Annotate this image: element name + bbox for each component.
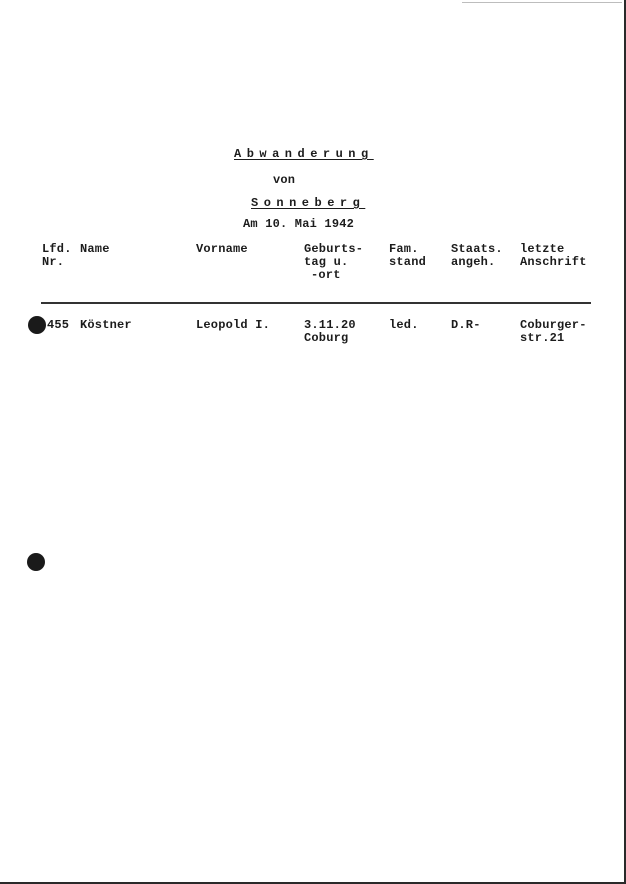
header-divider bbox=[41, 302, 591, 304]
header-geburt-line3: -ort bbox=[311, 268, 341, 282]
header-famstand-line2: stand bbox=[389, 255, 427, 269]
header-staatsangeh-line1: Staats. bbox=[451, 242, 503, 256]
header-anschrift-line1: letzte bbox=[520, 242, 565, 256]
punch-hole-upper bbox=[28, 316, 46, 334]
scan-edge-mark bbox=[462, 2, 622, 7]
header-lfd-line2: Nr. bbox=[42, 255, 65, 269]
header-anschrift-line2: Anschrift bbox=[520, 255, 587, 269]
punch-hole-lower bbox=[27, 553, 45, 571]
header-lfd-line1: Lfd. bbox=[42, 242, 72, 256]
row-geburt-place: Coburg bbox=[304, 331, 349, 345]
row-lfd: 455 bbox=[47, 318, 70, 332]
row-vorname: Leopold I. bbox=[196, 318, 271, 332]
place-name: Sonneberg bbox=[251, 196, 366, 210]
row-geburt-date: 3.11.20 bbox=[304, 318, 356, 332]
header-vorname: Vorname bbox=[196, 242, 248, 256]
header-geburt-line2: tag u. bbox=[304, 255, 349, 269]
header-geburt-line1: Geburts- bbox=[304, 242, 364, 256]
row-name: Köstner bbox=[80, 318, 132, 332]
row-famstand: led. bbox=[389, 318, 419, 332]
row-anschrift-line1: Coburger- bbox=[520, 318, 587, 332]
header-famstand-line1: Fam. bbox=[389, 242, 419, 256]
from-word: von bbox=[273, 173, 296, 187]
header-name: Name bbox=[80, 242, 110, 256]
row-anschrift-line2: str.21 bbox=[520, 331, 565, 345]
header-staatsangeh-line2: angeh. bbox=[451, 255, 496, 269]
document-title: Abwanderung bbox=[234, 147, 374, 161]
date-line: Am 10. Mai 1942 bbox=[243, 217, 355, 231]
row-staatsangeh: D.R- bbox=[451, 318, 481, 332]
